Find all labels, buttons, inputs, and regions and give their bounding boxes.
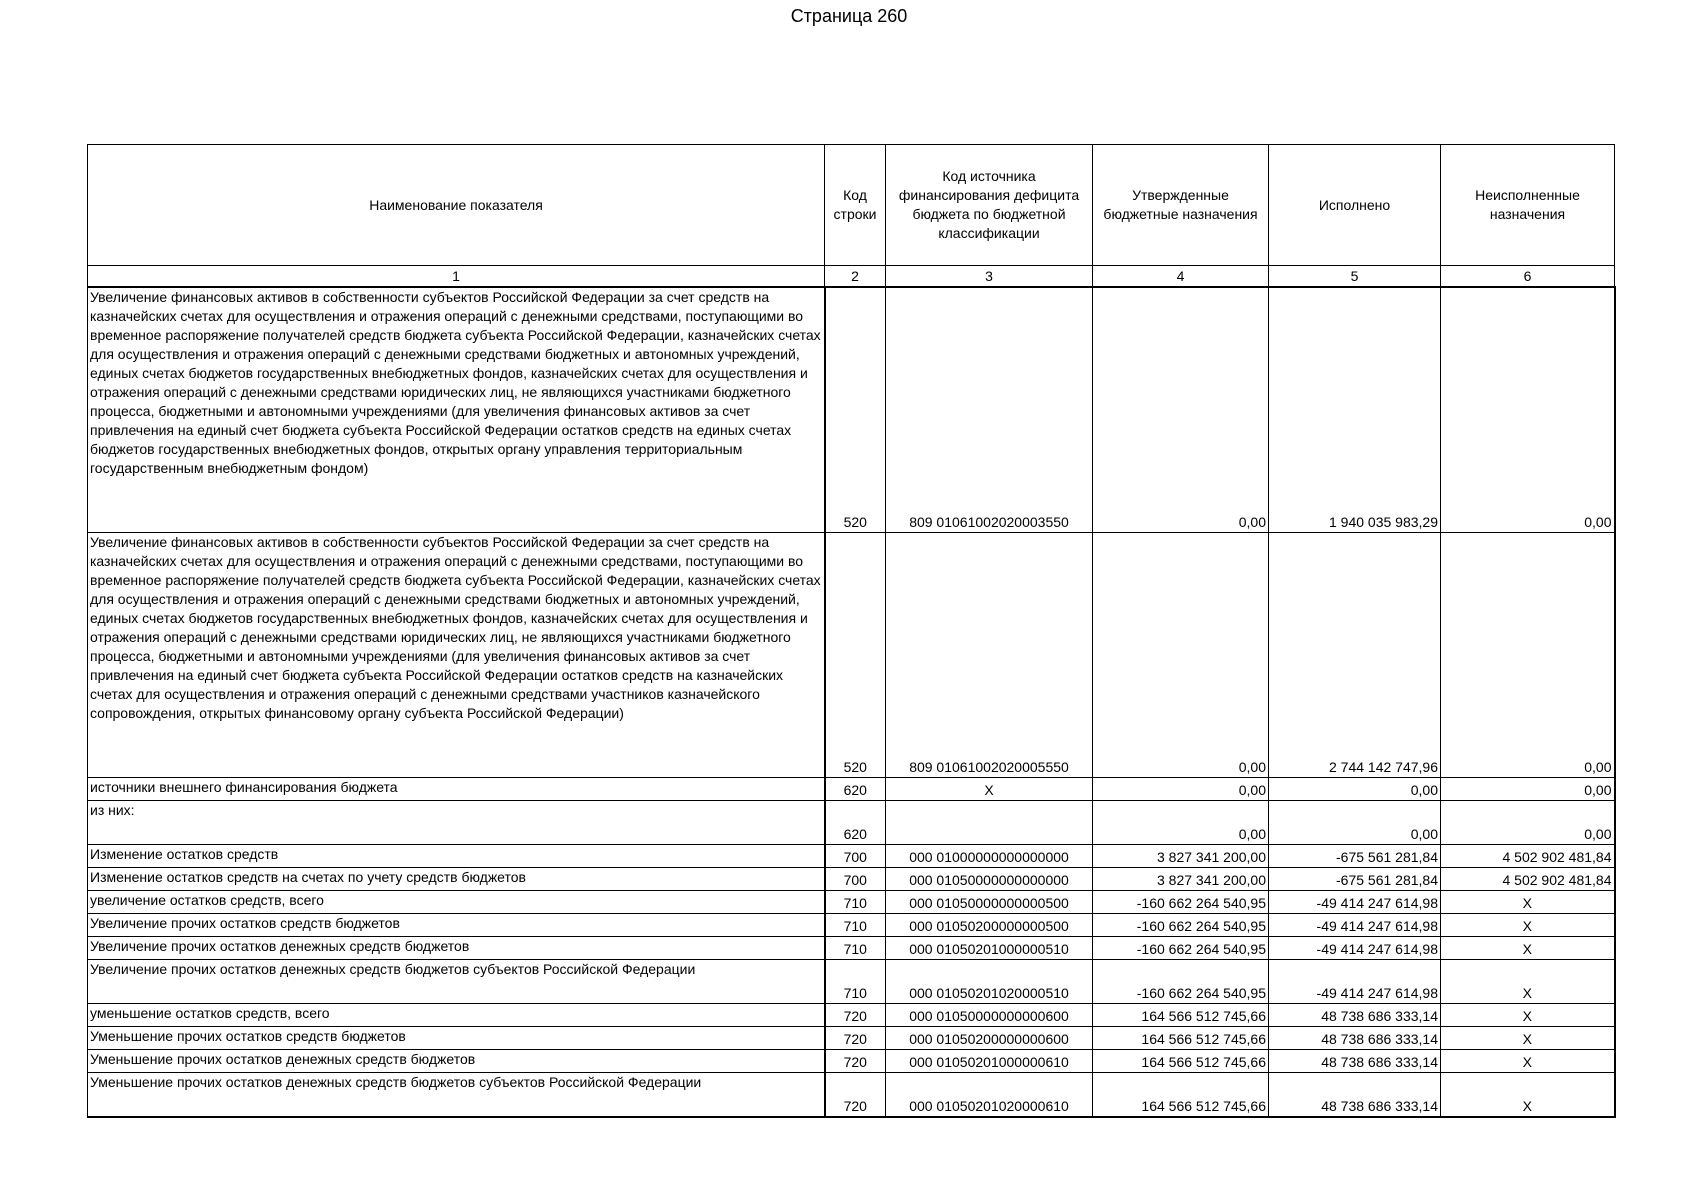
row-name: Увеличение финансовых активов в собственности субъектов Российской Федерации за счет средств на казначейских счетах для осуществления и отражения операций с денежными средствами, поступающими во временное распоряжение получателей средств бюджета субъекта Российской Федерации, казначейских счетах для осуществления и отражения операций с денежными средствами бюджетных и автономных учреждений, единых счетах бюджетов государственных внебюджетных фондов, казначейских счетах для осуществления и отражения операций с денежными средствами юридических лиц, не являющихся участниками бюджетного процесса, бюджетными и автономными учреждениями (для увеличения финансовых активов за счет привлечения на единый счет бюджета субъекта Российской Федерации остатков средств на единых счетах бюджетов государственных внебюджетных фондов, открытых органу управления территориальным государственным внебюджетным фондом) bbox=[88, 287, 825, 533]
header-source: Код источника финансирования дефицита бюджета по бюджетной классификации bbox=[886, 145, 1093, 266]
row-source-code: 000 01050000000000000 bbox=[886, 868, 1093, 891]
row-name: Уменьшение прочих остатков средств бюджетов bbox=[88, 1027, 825, 1050]
row-source-code: 000 01050200000000600 bbox=[886, 1027, 1093, 1050]
row-unexecuted: X bbox=[1441, 937, 1615, 960]
column-number: 2 bbox=[825, 266, 886, 288]
page-title: Страница 260 bbox=[790, 6, 908, 26]
row-unexecuted: 0,00 bbox=[1441, 801, 1615, 845]
table-row bbox=[88, 1004, 1615, 1027]
row-executed: 48 738 686 333,14 bbox=[1269, 1027, 1441, 1050]
row-code: 720 bbox=[825, 1050, 886, 1073]
row-source-code: 000 01000000000000000 bbox=[886, 845, 1093, 868]
table-row bbox=[88, 914, 1615, 937]
table-header-row bbox=[88, 145, 1615, 266]
header-approved: Утвержденные бюджетные назначения bbox=[1093, 145, 1269, 266]
row-source-code: 809 01061002020005550 bbox=[886, 533, 1093, 778]
row-source-code: 000 01050201020000510 bbox=[886, 960, 1093, 1004]
row-unexecuted: 0,00 bbox=[1441, 533, 1615, 778]
row-unexecuted: X bbox=[1441, 914, 1615, 937]
row-executed: 48 738 686 333,14 bbox=[1269, 1073, 1441, 1118]
row-source-code: 000 01050201020000610 bbox=[886, 1073, 1093, 1118]
row-code: 710 bbox=[825, 937, 886, 960]
header-name: Наименование показателя bbox=[88, 145, 825, 266]
row-executed: 2 744 142 747,96 bbox=[1269, 533, 1441, 778]
row-code: 710 bbox=[825, 914, 886, 937]
header-unexecuted: Неисполненные назначения bbox=[1441, 145, 1615, 266]
row-approved: -160 662 264 540,95 bbox=[1093, 960, 1269, 1004]
report-table bbox=[87, 144, 1616, 1118]
row-name: Увеличение прочих остатков средств бюджетов bbox=[88, 914, 825, 937]
row-executed: -675 561 281,84 bbox=[1269, 868, 1441, 891]
row-code: 520 bbox=[825, 533, 886, 778]
row-name: увеличение остатков средств, всего bbox=[88, 891, 825, 914]
row-unexecuted: X bbox=[1441, 1027, 1615, 1050]
row-approved: -160 662 264 540,95 bbox=[1093, 891, 1269, 914]
row-unexecuted: X bbox=[1441, 1004, 1615, 1027]
table-row bbox=[88, 937, 1615, 960]
row-approved: -160 662 264 540,95 bbox=[1093, 914, 1269, 937]
column-number: 1 bbox=[88, 266, 825, 288]
row-name: Уменьшение прочих остатков денежных средств бюджетов субъектов Российской Федерации bbox=[88, 1073, 825, 1118]
row-source-code: 000 01050201000000510 bbox=[886, 937, 1093, 960]
row-source-code: 000 01050000000000600 bbox=[886, 1004, 1093, 1027]
table-row bbox=[88, 1027, 1615, 1050]
row-executed: -49 414 247 614,98 bbox=[1269, 960, 1441, 1004]
row-executed: 0,00 bbox=[1269, 801, 1441, 845]
row-executed: 48 738 686 333,14 bbox=[1269, 1050, 1441, 1073]
row-approved: 0,00 bbox=[1093, 801, 1269, 845]
row-executed: -49 414 247 614,98 bbox=[1269, 891, 1441, 914]
row-code: 720 bbox=[825, 1004, 886, 1027]
table-row bbox=[88, 960, 1615, 1004]
table-row bbox=[88, 845, 1615, 868]
row-executed: -49 414 247 614,98 bbox=[1269, 937, 1441, 960]
row-executed: 48 738 686 333,14 bbox=[1269, 1004, 1441, 1027]
row-source-code: 000 01050000000000500 bbox=[886, 891, 1093, 914]
row-approved: 164 566 512 745,66 bbox=[1093, 1050, 1269, 1073]
row-code: 710 bbox=[825, 891, 886, 914]
row-source-code: 000 01050201000000610 bbox=[886, 1050, 1093, 1073]
column-numbers-row bbox=[88, 266, 1615, 288]
row-name: Изменение остатков средств на счетах по учету средств бюджетов bbox=[88, 868, 825, 891]
row-code: 720 bbox=[825, 1027, 886, 1050]
table-row bbox=[88, 1050, 1615, 1073]
row-executed: 0,00 bbox=[1269, 778, 1441, 801]
row-unexecuted: 0,00 bbox=[1441, 287, 1615, 533]
header-code: Код строки bbox=[825, 145, 886, 266]
row-approved: -160 662 264 540,95 bbox=[1093, 937, 1269, 960]
column-number: 5 bbox=[1269, 266, 1441, 288]
row-name: Уменьшение прочих остатков денежных средств бюджетов bbox=[88, 1050, 825, 1073]
row-name: уменьшение остатков средств, всего bbox=[88, 1004, 825, 1027]
row-name: из них: bbox=[88, 801, 825, 845]
row-approved: 164 566 512 745,66 bbox=[1093, 1027, 1269, 1050]
header-executed: Исполнено bbox=[1269, 145, 1441, 266]
row-name: Увеличение финансовых активов в собственности субъектов Российской Федерации за счет средств на казначейских счетах для осуществления и отражения операций с денежными средствами, поступающими во временное распоряжение получателей средств бюджета субъекта Российской Федерации, казначейских счетах для осуществления и отражения операций с денежными средствами бюджетных и автономных учреждений, единых счетах бюджетов государственных внебюджетных фондов, казначейских счетах для осуществления и отражения операций с денежными средствами юридических лиц, не являющихся участниками бюджетного процесса, бюджетными и автономными учреждениями (для увеличения финансовых активов за счет привлечения на единый счет бюджета субъекта Российской Федерации остатков средств на казначейских счетах для осуществления и отражения операций с денежными средствами участников казначейского сопровождения, открытых финансовому органу субъекта Российской Федерации) bbox=[88, 533, 825, 778]
row-approved: 3 827 341 200,00 bbox=[1093, 845, 1269, 868]
row-executed: -49 414 247 614,98 bbox=[1269, 914, 1441, 937]
row-unexecuted: 4 502 902 481,84 bbox=[1441, 845, 1615, 868]
row-unexecuted: 4 502 902 481,84 bbox=[1441, 868, 1615, 891]
row-approved: 164 566 512 745,66 bbox=[1093, 1073, 1269, 1118]
row-code: 710 bbox=[825, 960, 886, 1004]
row-name: Изменение остатков средств bbox=[88, 845, 825, 868]
row-name: Увеличение прочих остатков денежных средств бюджетов субъектов Российской Федерации bbox=[88, 960, 825, 1004]
table-row bbox=[88, 778, 1615, 801]
row-unexecuted: X bbox=[1441, 1073, 1615, 1118]
row-approved: 164 566 512 745,66 bbox=[1093, 1004, 1269, 1027]
column-number: 6 bbox=[1441, 266, 1615, 288]
row-approved: 0,00 bbox=[1093, 778, 1269, 801]
row-approved: 0,00 bbox=[1093, 533, 1269, 778]
row-executed: -675 561 281,84 bbox=[1269, 845, 1441, 868]
row-source-code bbox=[886, 801, 1093, 845]
row-unexecuted: X bbox=[1441, 960, 1615, 1004]
row-code: 620 bbox=[825, 801, 886, 845]
row-executed: 1 940 035 983,29 bbox=[1269, 287, 1441, 533]
row-unexecuted: X bbox=[1441, 1050, 1615, 1073]
row-code: 520 bbox=[825, 287, 886, 533]
column-number: 3 bbox=[886, 266, 1093, 288]
row-approved: 3 827 341 200,00 bbox=[1093, 868, 1269, 891]
row-code: 720 bbox=[825, 1073, 886, 1118]
table-row bbox=[88, 533, 1615, 778]
row-code: 700 bbox=[825, 868, 886, 891]
row-unexecuted: X bbox=[1441, 891, 1615, 914]
column-number: 4 bbox=[1093, 266, 1269, 288]
table-row bbox=[88, 801, 1615, 845]
row-code: 700 bbox=[825, 845, 886, 868]
row-code: 620 bbox=[825, 778, 886, 801]
row-unexecuted: 0,00 bbox=[1441, 778, 1615, 801]
row-source-code: 809 01061002020003550 bbox=[886, 287, 1093, 533]
table-row bbox=[88, 868, 1615, 891]
row-name: источники внешнего финансирования бюджета bbox=[88, 778, 825, 801]
table-row bbox=[88, 1073, 1615, 1118]
table-row bbox=[88, 891, 1615, 914]
row-source-code: X bbox=[886, 778, 1093, 801]
row-name: Увеличение прочих остатков денежных средств бюджетов bbox=[88, 937, 825, 960]
row-approved: 0,00 bbox=[1093, 287, 1269, 533]
row-source-code: 000 01050200000000500 bbox=[886, 914, 1093, 937]
table-row bbox=[88, 287, 1615, 533]
